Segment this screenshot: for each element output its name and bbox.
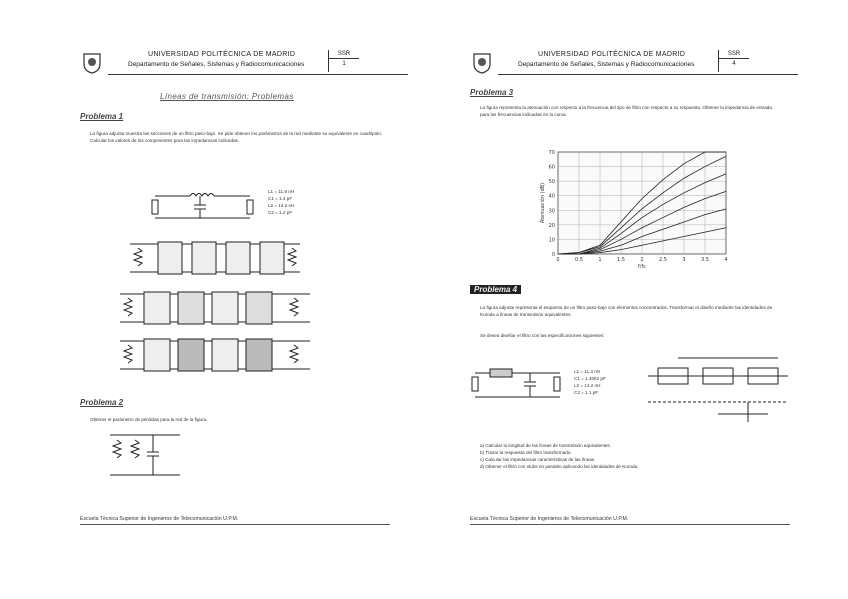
chart-tick-label: 60: [548, 164, 555, 171]
page-title: Líneas de transmisión: Problemas: [160, 92, 294, 101]
chart-tick-label: 0.5: [575, 257, 583, 263]
chart-tick-label: 3: [682, 257, 686, 263]
component-value: C1 = 1.4062 pF: [574, 376, 606, 381]
university-name: UNIVERSIDAD POLITÉCNICA DE MADRID: [538, 51, 686, 58]
component-value: C2 = 1.2 pF: [268, 210, 293, 215]
left-header: [108, 48, 408, 75]
header-code: SSR: [329, 50, 359, 59]
header-code: SSR: [719, 50, 749, 59]
chart-tick-label: 0: [551, 252, 555, 258]
exercise-subtext: Se desea diseñar el filtro con las especificaciones siguientes:: [480, 333, 605, 338]
department-name: Departamento de Señales, Sistemas y Radiocomunicaciones: [128, 61, 305, 68]
attenuation-chart: [540, 148, 730, 268]
university-crest-icon: [472, 52, 492, 74]
exercise-label: Problema 3: [470, 88, 514, 97]
component-value: L2 = 14.2 nH: [574, 383, 601, 388]
component-values: [574, 368, 644, 396]
loss-network-diagram: [105, 430, 185, 480]
lowpass-circuit-diagram: [150, 188, 260, 224]
question-item: d) Obtener el filtro con stubs en paralelo aplicando las identidades de Kuroda.: [480, 464, 639, 469]
university-crest-icon: [82, 52, 102, 74]
filter-cascade-diagram: [120, 288, 310, 328]
chart-tick-label: 3.5: [701, 257, 709, 263]
header-page-number: 1: [342, 61, 346, 67]
chart-tick-label: 40: [548, 193, 555, 200]
exercise-text: La figura adjunta representa el esquema de un filtro paso-bajo con elementos concentrados. Transformar el diseño mediante las identidades de Kuroda a líneas de transmisión equivalentes.: [480, 305, 773, 317]
chart-xlabel: f/fc: [638, 264, 646, 270]
chart-tick-label: 2.5: [659, 257, 667, 263]
component-value: L1 = 11.3 nH: [574, 369, 601, 374]
transmission-line-diagram: [648, 358, 788, 422]
chart-tick-label: 4: [724, 257, 728, 263]
chart-tick-label: 50: [548, 179, 555, 186]
exercise-label: Problema 2: [80, 398, 124, 407]
page-footer: Escuela Técnica Superior de Ingenieros de Telecomunicación U.P.M.: [470, 516, 629, 522]
filter-cascade-diagram: [120, 335, 310, 375]
chart-tick-label: 70: [548, 150, 555, 156]
department-name: Departamento de Señales, Sistemas y Radiocomunicaciones: [518, 61, 695, 68]
question-item: a) Calcular la longitud de las líneas de transmisión equivalentes.: [480, 443, 611, 448]
exercise-text: Obtener el parámetro de pérdidas para la red de la figura.: [90, 417, 208, 422]
component-value: L2 = 14.2 nH: [268, 203, 295, 208]
lowpass-prototype-diagram: [470, 365, 570, 405]
exercise-text: La figura adjunta muestra las secciones de un filtro paso-bajo. Se pide obtener los parámetros de la red mediante su equivalente en cuadripolo. Calcular los valores de los componentes para las impedancias indicadas.: [90, 131, 383, 143]
header-box: [328, 50, 359, 72]
question-item: b) Trazar la respuesta del filtro transformado.: [480, 450, 572, 455]
chart-tick-label: 1.5: [617, 257, 625, 263]
component-value: C1 = 1.4 pF: [268, 196, 293, 201]
chart-tick-label: 0: [556, 257, 560, 263]
exercise-label: Problema 4: [470, 285, 521, 294]
component-value: C2 = 1.1 pF: [574, 390, 599, 395]
chart-ylabel: Atenuación (dB): [540, 182, 546, 224]
exercise-text: La figura representa la atenuación con respecto a la frecuencia del tipo de filtro con respecto a su respuesta. Obtener la impedancia de entrada para las frecuencias indicadas en la curva.: [480, 105, 772, 117]
question-list: [480, 442, 780, 470]
header-page-number: 4: [732, 61, 736, 67]
page-footer: Escuela Técnica Superior de Ingenieros de Telecomunicación U.P.M.: [80, 516, 239, 522]
exercise-label: Problema 1: [80, 112, 124, 121]
chart-tick-label: 1: [598, 257, 602, 263]
chart-tick-label: 20: [548, 222, 555, 229]
chart-tick-label: 30: [548, 208, 555, 215]
chart-tick-label: 10: [548, 237, 555, 244]
filter-cascade-diagram: [130, 238, 300, 278]
university-name: UNIVERSIDAD POLITÉCNICA DE MADRID: [148, 51, 296, 58]
component-value: L1 = 11.9 nH: [268, 189, 295, 194]
footer-divider: [80, 524, 390, 525]
component-values: [268, 188, 338, 216]
right-page: [470, 40, 800, 520]
question-item: c) Calcular las impedancias características de las líneas.: [480, 457, 596, 462]
footer-divider: [470, 524, 790, 525]
left-page: [80, 40, 410, 520]
chart-tick-label: 2: [640, 257, 644, 263]
header-box: [718, 50, 749, 72]
right-header: [498, 48, 798, 75]
